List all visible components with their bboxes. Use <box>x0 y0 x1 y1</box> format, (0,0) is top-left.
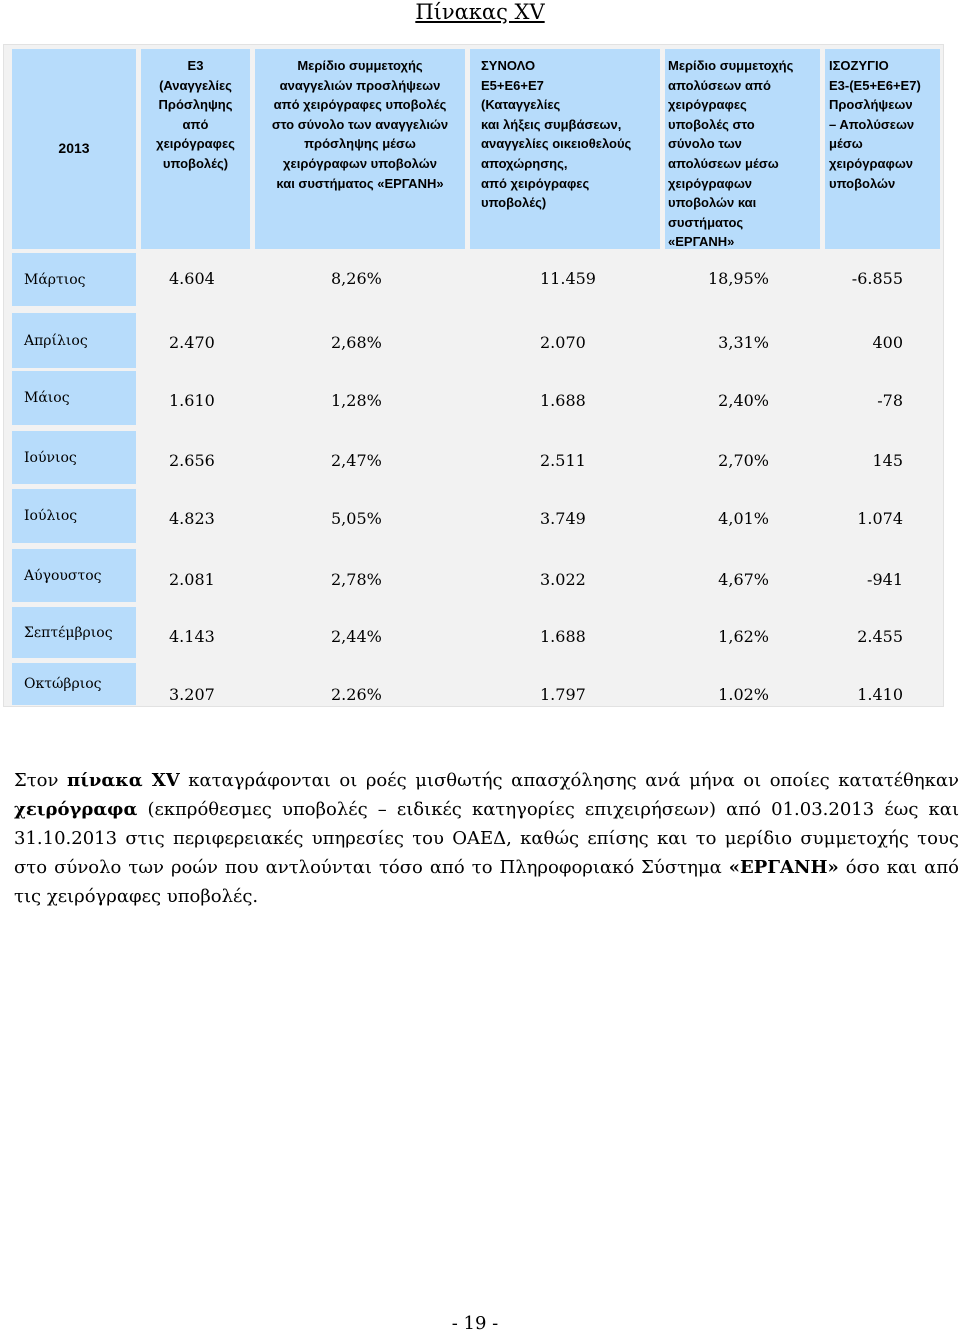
hiring-share-value: 1,28% <box>331 391 382 410</box>
header-line: χειρόγραφων υποβολών <box>283 155 437 171</box>
hiring-count-value: 4.604 <box>169 269 215 288</box>
header-line: Πρόσληψης <box>158 97 233 113</box>
header-line: – Απολύσεων <box>829 116 915 132</box>
header-line: Προσλήψεων <box>829 97 913 113</box>
hiring-share-value: 2,44% <box>331 627 382 646</box>
header-line: από χειρόγραφες υποβολές <box>273 97 447 113</box>
header-line: ΣΥΝΟΛΟ <box>481 58 536 73</box>
total-dismissals-value: 3.749 <box>540 509 586 528</box>
header-line: χειρόγραφες <box>668 97 747 113</box>
month-cell: Σεπτέμβριος <box>12 607 136 658</box>
hiring-share-value: 8,26% <box>331 269 382 288</box>
balance-value: -941 <box>867 570 903 589</box>
emphasis-text: «ΕΡΓΑΝΗ» <box>728 857 839 878</box>
header-line: αποχώρησης, <box>481 155 568 171</box>
header-line: μέσω <box>829 136 863 152</box>
total-dismissals-value: 2.511 <box>540 451 586 470</box>
month-cell: Οκτώβριος <box>12 663 136 705</box>
header-line: σύνολο των <box>668 136 742 152</box>
paragraph-text: όσο και από τις χειρόγραφες υποβολές. <box>14 857 959 907</box>
header-line: (Αναγγελίες <box>159 77 232 93</box>
page-number: - 19 - <box>451 1313 499 1334</box>
header-line: (Καταγγελίες <box>481 97 561 113</box>
header-line: υποβολές στο <box>668 116 755 132</box>
header-line: Ε5+Ε6+Ε7 <box>481 77 544 93</box>
month-cell: Αύγουστος <box>12 549 136 602</box>
balance-value: -78 <box>877 391 903 410</box>
header-line: στο σύνολο των αναγγελιών <box>271 116 449 132</box>
month-cell: Ιούλιος <box>12 489 136 543</box>
header-line: «ΕΡΓΑΝΗ» <box>668 234 735 250</box>
emphasis-text: χειρόγραφα <box>14 799 138 820</box>
hiring-count-value: 2.656 <box>169 451 215 470</box>
hiring-count-value: 2.470 <box>169 333 215 352</box>
balance-value: 2.455 <box>857 627 903 646</box>
header-line: υποβολών και <box>668 195 757 211</box>
balance-value: 145 <box>872 451 903 470</box>
header-line: χειρόγραφων <box>829 155 914 171</box>
emphasis-text: πίνακα XV <box>67 770 180 791</box>
dismissal-share-value: 2,70% <box>718 451 769 470</box>
balance-value: 1.074 <box>857 509 903 528</box>
hiring-count-value: 2.081 <box>169 570 215 589</box>
header-line: Μερίδιο συμμετοχής <box>297 58 423 73</box>
header-cell-total-e5-e6-e7 <box>470 49 660 249</box>
month-cell: Απρίλιος <box>12 313 136 368</box>
paragraph-text: καταγράφονται οι ροές μισθωτής απασχόλησης ανά μήνα οι οποίες κατατέθηκαν <box>179 770 960 791</box>
total-dismissals-value: 1.688 <box>540 391 586 410</box>
balance-value: 1.410 <box>857 685 903 704</box>
dismissal-share-value: 3,31% <box>718 333 769 352</box>
month-cell: Μάρτιος <box>12 253 136 306</box>
header-line: πρόσληψης μέσω <box>304 136 416 152</box>
paragraph-text: Στον <box>14 770 68 791</box>
dismissal-share-value: 1.02% <box>718 685 769 704</box>
total-dismissals-value: 1.688 <box>540 627 586 646</box>
header-cell-balance <box>825 49 940 249</box>
month-cell: Ιούνιος <box>12 431 136 484</box>
hiring-share-value: 2,47% <box>331 451 382 470</box>
hiring-share-value: 2,78% <box>331 570 382 589</box>
header-line: ΙΣΟΖΥΓΙΟ <box>829 58 889 73</box>
header-cell-e3 <box>141 49 250 249</box>
header-line: Μερίδιο συμμετοχής <box>668 58 794 73</box>
header-line: υποβολές) <box>481 195 547 211</box>
summary-paragraph <box>14 766 959 911</box>
total-dismissals-value: 3.022 <box>540 570 586 589</box>
header-cell-hiring-share <box>255 49 465 249</box>
paragraph-text: (εκπρόθεσμες υποβολές – ειδικές κατηγορίες επιχειρήσεων) από 01.03.2013 έως και 31.10.2013 στις περιφερειακές υπηρεσίες του ΟΑΕΔ, καθώς επίσης και το μερίδιο συμμετοχής τους στο σύνολο των ροών που αντλούνται τόσο από το Πληροφοριακό Σύστημα <box>14 799 959 878</box>
flows-table <box>3 44 944 707</box>
year-label: 2013 <box>58 140 90 157</box>
header-line: απολύσεων μέσω <box>668 155 779 171</box>
hiring-share-value: 5,05% <box>331 509 382 528</box>
header-line: από <box>182 116 209 132</box>
header-line: Ε3-(Ε5+Ε6+Ε7) <box>829 77 921 93</box>
header-line: και συστήματος «ΕΡΓΑΝΗ» <box>276 175 444 191</box>
page-title: Πίνακας XV <box>415 0 545 24</box>
dismissal-share-value: 1,62% <box>718 627 769 646</box>
hiring-count-value: 4.823 <box>169 509 215 528</box>
hiring-count-value: 3.207 <box>169 685 215 704</box>
header-line: υποβολές) <box>162 155 229 171</box>
header-line: αναγγελίες οικειοθελούς <box>481 136 632 152</box>
header-cell-dismissal-share <box>665 49 820 249</box>
header-line: χειρόγραφων <box>668 175 753 191</box>
header-line: συστήματος <box>668 214 744 230</box>
dismissal-share-value: 4,67% <box>718 570 769 589</box>
total-dismissals-value: 2.070 <box>540 333 586 352</box>
month-cell: Μάιος <box>12 371 136 425</box>
total-dismissals-value: 11.459 <box>540 269 596 288</box>
dismissal-share-value: 4,01% <box>718 509 769 528</box>
hiring-share-value: 2,68% <box>331 333 382 352</box>
header-line: και λήξεις συμβάσεων, <box>481 116 622 132</box>
total-dismissals-value: 1.797 <box>540 685 586 704</box>
hiring-share-value: 2.26% <box>331 685 382 704</box>
header-line: αναγγελιών προσλήψεων <box>279 77 441 93</box>
year-header-cell <box>12 49 136 249</box>
dismissal-share-value: 18,95% <box>707 269 769 288</box>
balance-value: 400 <box>872 333 903 352</box>
dismissal-share-value: 2,40% <box>718 391 769 410</box>
balance-value: -6.855 <box>851 269 903 288</box>
header-line: Ε3 <box>187 58 204 73</box>
hiring-count-value: 1.610 <box>169 391 215 410</box>
header-line: χειρόγραφες <box>156 136 235 152</box>
hiring-count-value: 4.143 <box>169 627 215 646</box>
header-line: υποβολών <box>829 175 896 191</box>
header-line: από χειρόγραφες <box>481 175 590 191</box>
header-line: απολύσεων από <box>668 77 771 93</box>
